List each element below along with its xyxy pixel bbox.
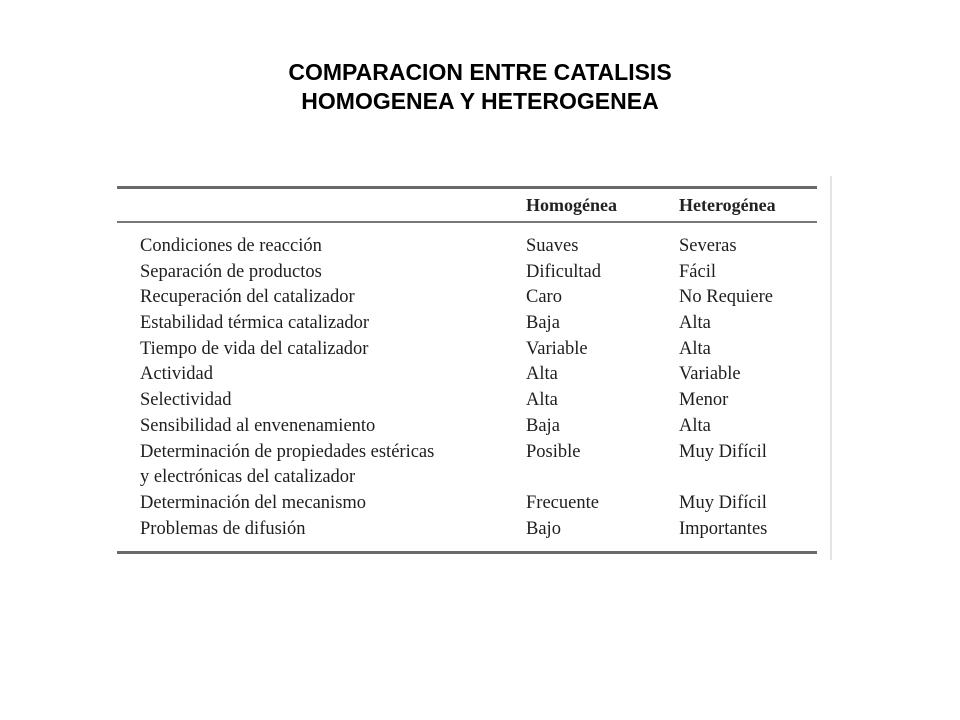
row-homogenea-value: Bajo [526, 518, 561, 539]
row-homogenea-value: Alta [526, 390, 558, 411]
table-row [117, 234, 817, 260]
row-heterogenea-value: Alta [679, 313, 711, 334]
row-heterogenea-value: Alta [679, 338, 711, 359]
title-line-2: HOMOGENEA Y HETEROGENEA [301, 88, 659, 114]
row-homogenea-value: Baja [526, 415, 560, 436]
row-heterogenea-value: Muy Difícil [679, 492, 767, 513]
column-header-homogenea: Homogénea [526, 195, 617, 215]
row-heterogenea-value: No Requiere [679, 287, 774, 308]
row-property: Tiempo de vida del catalizador [140, 338, 369, 359]
table-row [117, 260, 817, 286]
row-homogenea-value: Frecuente [526, 492, 599, 513]
row-property: Estabilidad térmica catalizador [140, 313, 370, 334]
row-heterogenea-value: Fácil [679, 261, 716, 282]
table-row [117, 388, 817, 414]
table-row [117, 362, 817, 388]
row-homogenea-value: Dificultad [526, 261, 602, 282]
row-heterogenea-value: Importantes [679, 518, 768, 539]
table-row [117, 491, 817, 517]
table-top-rule [117, 186, 817, 189]
row-property: Determinación del mecanismo [140, 492, 367, 513]
row-property: Problemas de difusión [140, 518, 306, 539]
row-homogenea-value: Baja [526, 313, 560, 334]
row-homogenea-value: Suaves [526, 236, 579, 256]
slide-title [0, 58, 960, 116]
row-homogenea-value: Posible [526, 441, 581, 462]
row-heterogenea-value: Variable [679, 364, 741, 385]
row-property: Selectividad [140, 390, 232, 411]
row-property: Recuperación del catalizador [140, 287, 355, 308]
row-heterogenea-value: Menor [679, 390, 729, 411]
row-homogenea-value: Alta [526, 364, 558, 385]
table-row [117, 414, 817, 440]
table-row [117, 517, 817, 543]
row-heterogenea-value: Alta [679, 415, 711, 436]
comparison-table [117, 176, 832, 560]
row-homogenea-value: Variable [526, 338, 588, 359]
table-row [117, 440, 817, 491]
table-row [117, 311, 817, 337]
row-property: Actividad [140, 364, 213, 385]
table-row [117, 285, 817, 311]
column-header-heterogenea: Heterogénea [679, 195, 776, 215]
row-heterogenea-value: Severas [679, 236, 737, 256]
row-property: Condiciones de reacción [140, 236, 322, 256]
row-property-continued: y electrónicas del catalizador [140, 467, 356, 488]
table-header-rule [117, 221, 817, 223]
table-row [117, 337, 817, 363]
row-heterogenea-value: Muy Difícil [679, 441, 767, 462]
row-property: Determinación de propiedades estéricas [140, 441, 435, 462]
row-property: Separación de productos [140, 261, 322, 282]
table-bottom-rule [117, 551, 817, 554]
row-property: Sensibilidad al envenenamiento [140, 415, 376, 436]
table-body [117, 234, 817, 542]
title-line-1: COMPARACION ENTRE CATALISIS [288, 59, 672, 85]
row-homogenea-value: Caro [526, 287, 562, 308]
